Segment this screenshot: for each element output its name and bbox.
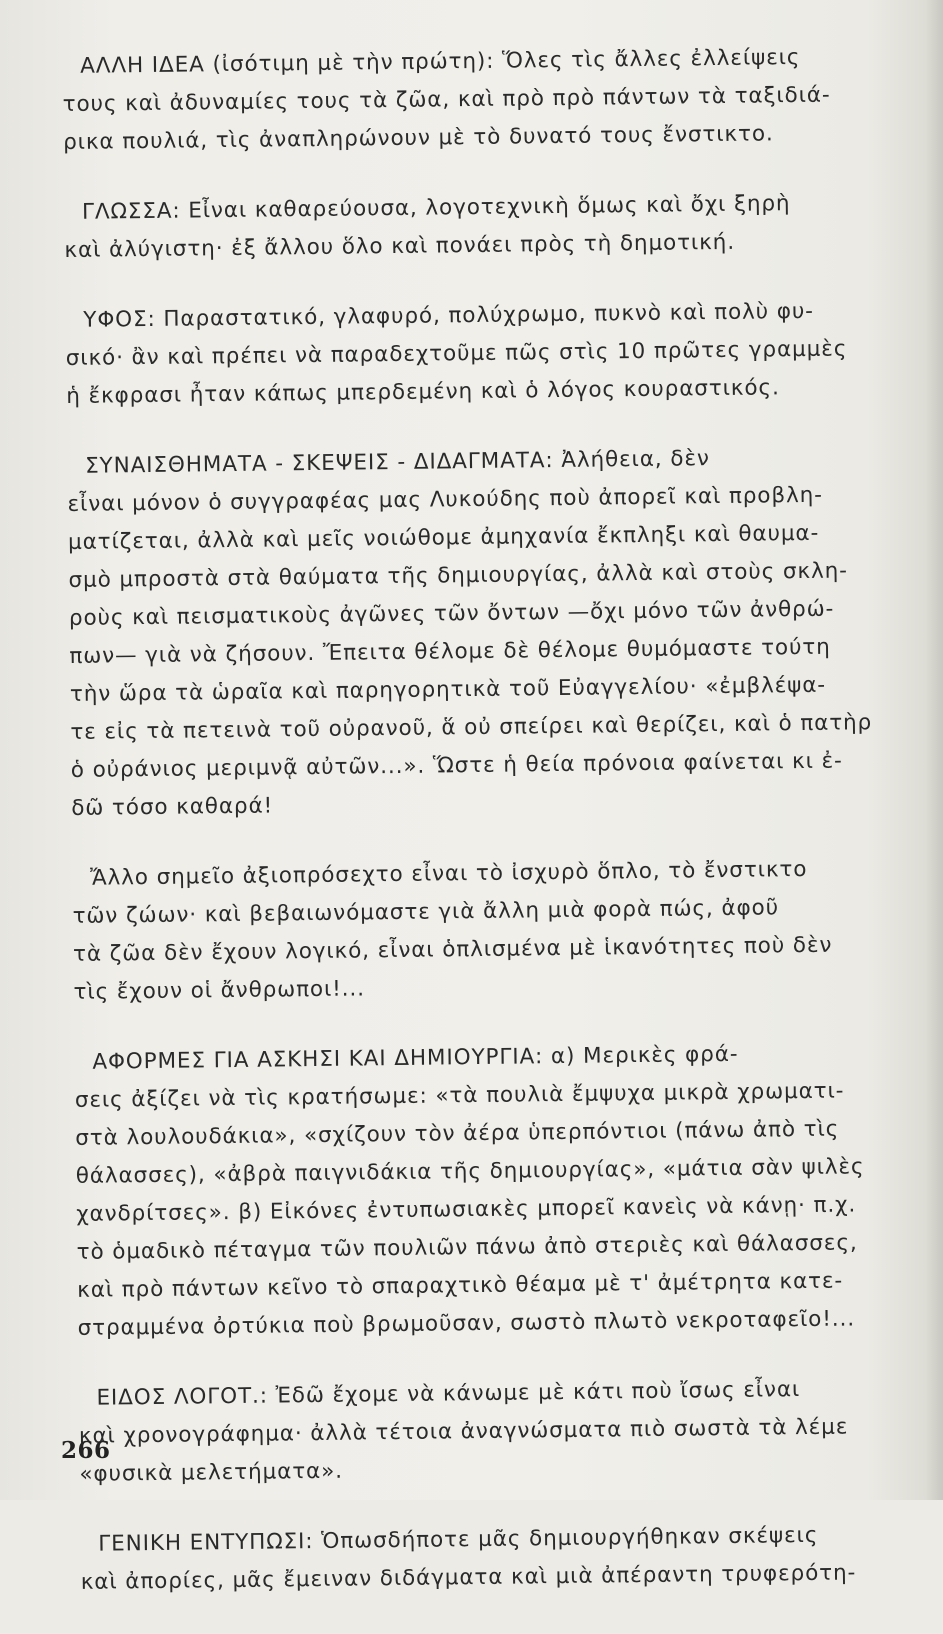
paragraph-yfos (65, 292, 904, 416)
text-line: καὶ ἀλύγιστη· ἐξ ἄλλου ὅλο καὶ πονάει πρὸς τὴ δημοτική. (64, 229, 736, 263)
paragraph-aformes (74, 1034, 916, 1348)
page-text (62, 38, 919, 1634)
text-line: στραμμένα ὀρτύκια ποὺ βρωμοῦσαν, σωστὸ πλωτὸ νεκροταφεῖο!... (77, 1306, 856, 1341)
paragraph-glossa (64, 184, 903, 270)
text-line: ματίζεται, ἀλλὰ καὶ μεῖς νοιώθομε ἀμηχανία ἔκπληξι καὶ θαυμα- (67, 520, 820, 555)
text-line: ΥΦΟΣ: Παραστατικό, γλαφυρό, πολύχρωμο, πυκνὸ καὶ πολὺ φυ- (83, 298, 815, 333)
text-line: σεις ἀξίζει νὰ τὶς κρατήσωμε: «τὰ πουλιὰ ἔμψυχα μικρὰ χρωματι- (74, 1078, 845, 1113)
text-line: τὶς ἔχουν οἱ ἄνθρωποι!... (73, 976, 366, 1005)
text-line: εἶναι μόνον ὁ συγγραφέας μας Λυκούδης ποὺ ἀπορεῖ καὶ προβλη- (67, 482, 823, 517)
text-line: ΣΥΝΑΙΣΘΗΜΑΤΑ - ΣΚΕΨΕΙΣ - ΔΙΔΑΓΜΑΤΑ: Ἀλήθεια, δὲν (84, 446, 710, 479)
text-line: ΑΛΛΗ ΙΔΕΑ (ἰσότιμη μὲ τὴν πρώτη): Ὅλες τὶς ἄλλες ἐλλείψεις (80, 44, 801, 79)
text-line: ΓΛΩΣΣΑ: Εἶναι καθαρεύουσα, λογοτεχνικὴ ὅμως καὶ ὄχι ξηρὴ (81, 191, 791, 225)
text-line: Ἄλλο σημεῖο ἀξιοπρόσεχτο εἶναι τὸ ἰσχυρὸ ὅπλο, τὸ ἔνστικτο (89, 856, 808, 891)
text-line: ΑΦΟΡΜΕΣ ΓΙΑ ΑΣΚΗΣΙ ΚΑΙ ΔΗΜΙΟΥΡΓΙΑ: α) Μερικὲς φρά- (92, 1041, 739, 1075)
text-line: καὶ πρὸ πάντων κεῖνο τὸ σπαραχτικὸ θέαμα μὲ τ' ἀμέτρητα κατε- (77, 1268, 844, 1303)
paragraph-geniki-entyposi (80, 1516, 919, 1602)
text-line: σμὸ μπροστὰ στὰ θαύματα τῆς δημιουργίας, ἀλλὰ καὶ στοὺς σκλη- (68, 558, 849, 593)
paragraph-alli-idea (62, 38, 901, 162)
text-line: καὶ ἀπορίες, μᾶς ἔμειναν διδάγματα καὶ μιὰ ἀπέραντη τρυφερότη- (80, 1560, 857, 1595)
text-line: καὶ χρονογράφημα· ἀλλὰ τέτοια ἀναγνώσματα πιὸ σωστὰ τὰ λέμε (78, 1414, 849, 1449)
text-line: τὰ ζῶα δὲν ἔχουν λογικό, εἶναι ὁπλισμένα μὲ ἱκανότητες ποὺ δὲν (72, 932, 833, 967)
paragraph-allo-simeio (72, 850, 912, 1012)
text-line: πων— γιὰ νὰ ζήσουν. Ἔπειτα θέλομε δὲ θέλομε θυμόμαστε τούτη (69, 634, 831, 669)
text-line: δῶ τόσο καθαρά! (71, 793, 274, 821)
text-line: ἡ ἔκφρασι ἦταν κάπως μπερδεμένη καὶ ὁ λόγος κουραστικός. (66, 375, 780, 409)
text-line: ΓΕΝΙΚΗ ΕΝΤΥΠΩΣΙ: Ὁπωσδήποτε μᾶς δημιουργήθηκαν σκέψεις (98, 1522, 819, 1557)
text-line: τῶν ζώων· καὶ βεβαιωνόμαστε γιὰ ἄλλη μιὰ φορὰ πώς, ἀφοῦ (72, 895, 780, 929)
text-line: ὁ οὐράνιος μεριμνᾷ αὐτῶν...». Ὥστε ἡ θεία πρόνοια φαίνεται κι ἐ- (70, 748, 843, 783)
paragraph-eidos-logot (78, 1370, 917, 1494)
text-line: τε εἰς τὰ πετεινὰ τοῦ οὐρανοῦ, ἅ οὐ σπείρει καὶ θερίζει, καὶ ὁ πατὴρ (70, 710, 873, 745)
text-line: χανδρίτσες». β) Εἰκόνες ἐντυπωσιακὲς μπορεῖ κανεὶς νὰ κάνῃ· π.χ. (76, 1192, 857, 1227)
page-number: 266 (61, 1437, 111, 1464)
text-line: τὸ ὁμαδικὸ πέταγμα τῶν πουλιῶν πάνω ἀπὸ στεριὲς καὶ θάλασσες, (76, 1230, 858, 1265)
text-line: στὰ λουλουδάκια», «σχίζουν τὸν ἀέρα ὑπερπόντιοι (πάνω ἀπὸ τὶς (75, 1116, 840, 1151)
text-line: «φυσικὰ μελετήματα». (79, 1458, 344, 1487)
text-line: σικό· ἂν καὶ πρέπει νὰ παραδεχτοῦμε πῶς στὶς 10 πρῶτες γραμμὲς (65, 336, 848, 371)
text-line: τὴν ὥρα τὰ ὡραῖα καὶ παρηγορητικὰ τοῦ Εὐαγγελίου· «ἐμβλέψα- (69, 672, 827, 707)
paragraph-synaisthimata (67, 438, 910, 828)
text-line: θάλασσες), «ἀβρὰ παιγνιδάκια τῆς δημιουργίας», «μάτια σὰν ψιλὲς (75, 1154, 865, 1189)
page-edge-shadow (925, 0, 943, 1500)
text-line: ροὺς καὶ πεισματικοὺς ἀγῶνες τῶν ὄντων —ὄχι μόνο τῶν ἀνθρώ- (68, 596, 835, 631)
text-line: τους καὶ ἀδυναμίες τους τὰ ζῶα, καὶ πρὸ πρὸ πάντων τὰ ταξιδιά- (62, 82, 831, 117)
text-line: ρικα πουλιά, τὶς ἀναπληρώνουν μὲ τὸ δυνατό τους ἔνστικτο. (63, 121, 774, 155)
text-line: ΕΙΔΟΣ ΛΟΓΟΤ.: Ἐδῶ ἔχομε νὰ κάνωμε μὲ κάτι ποὺ ἴσως εἶναι (96, 1377, 801, 1411)
